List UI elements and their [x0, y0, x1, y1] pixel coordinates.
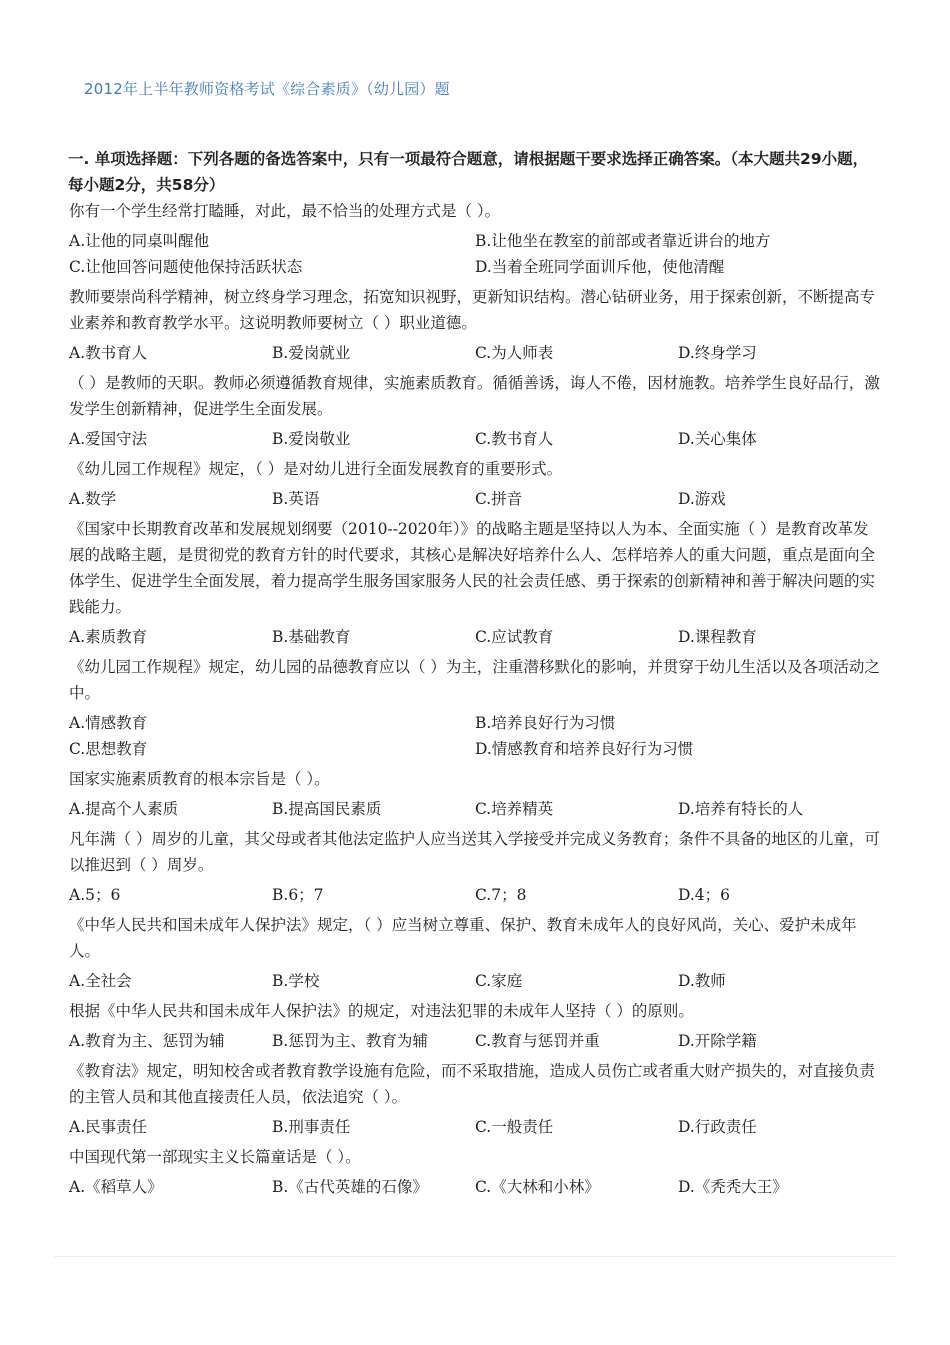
question-list — [0, 198, 950, 1204]
answer-option: A.爱国守法 — [69, 430, 148, 448]
question-stem: 根据《中华人民共和国未成年人保护法》的规定，对违法犯罪的未成年人坚持（ ）的原则。 — [69, 1002, 694, 1020]
answer-option: A.教育为主、惩罚为辅 — [69, 1032, 225, 1050]
question-stem: 你有一个学生经常打瞌睡，对此，最不恰当的处理方式是（ ）。 — [69, 202, 501, 220]
question-stem: 中国现代第一部现实主义长篇童话是（ ）。 — [69, 1148, 361, 1166]
answer-option: D.教师 — [678, 972, 726, 990]
question-number — [0, 826, 1, 852]
answer-options — [69, 1028, 881, 1054]
answer-option: D.当着全班同学面训斥他，使他清醒 — [475, 258, 725, 276]
question-item — [0, 284, 950, 366]
answer-option: C.思想教育 — [69, 740, 148, 758]
answer-option: D.4；6 — [678, 886, 731, 904]
question-item — [0, 198, 950, 280]
question-stem-row — [0, 456, 883, 482]
question-stem-row — [0, 766, 883, 792]
answer-option: A.提高个人素质 — [69, 800, 179, 818]
answer-option: B.提高国民素质 — [272, 800, 382, 818]
answer-option: A.数学 — [69, 490, 117, 508]
answer-option: B.基础教育 — [272, 628, 351, 646]
answer-option: B.英语 — [272, 490, 320, 508]
answer-option: C.应试教育 — [475, 628, 554, 646]
answer-option: D.开除学籍 — [678, 1032, 757, 1050]
answer-option: C.培养精英 — [475, 800, 554, 818]
answer-option: C.一般责任 — [475, 1118, 554, 1136]
answer-option: A.情感教育 — [69, 714, 148, 732]
answer-options — [69, 624, 881, 650]
question-item — [0, 998, 950, 1054]
answer-option: A.5；6 — [69, 886, 121, 904]
answer-option: C.教书育人 — [475, 430, 554, 448]
question-number — [0, 912, 1, 938]
question-stem-row — [0, 1144, 883, 1170]
answer-option: D.关心集体 — [678, 430, 757, 448]
question-stem: 国家实施素质教育的根本宗旨是（ ）。 — [69, 770, 330, 788]
question-number — [0, 1144, 1, 1170]
question-item — [0, 370, 950, 452]
answer-options — [69, 228, 881, 280]
question-number — [0, 766, 1, 792]
question-stem: 《幼儿园工作规程》规定，幼儿园的品德教育应以（ ）为主，注重潜移默化的影响，并贯穿于幼儿生活以及各项活动之中。 — [69, 658, 880, 702]
question-stem: 《教育法》规定，明知校舍或者教育教学设施有危险，而不采取措施，造成人员伤亡或者重大财产损失的，对直接负责的主管人员和其他直接责任人员，依法追究（ ）。 — [69, 1062, 876, 1106]
question-stem-row — [0, 198, 883, 224]
answer-option: B.爱岗就业 — [272, 344, 351, 362]
answer-option: C.拼音 — [475, 490, 523, 508]
question-number — [0, 284, 1, 310]
answer-option: A.教书育人 — [69, 344, 148, 362]
answer-option: C.让他回答问题使他保持活跃状态 — [69, 258, 303, 276]
answer-option: A.让他的同桌叫醒他 — [69, 232, 210, 250]
question-item — [0, 1144, 950, 1200]
question-stem: 教师要崇尚科学精神，树立终身学习理念，拓宽知识视野，更新知识结构。潜心钻研业务，用于探索创新，不断提高专业素养和教育教学水平。这说明教师要树立（ ）职业道德。 — [69, 288, 876, 332]
question-item — [0, 456, 950, 512]
question-item — [0, 516, 950, 650]
answer-options — [69, 1114, 881, 1140]
answer-option: B.6；7 — [272, 886, 324, 904]
answer-option: C.家庭 — [475, 972, 523, 990]
question-number — [0, 516, 1, 542]
answer-options — [69, 1174, 881, 1200]
question-item — [0, 766, 950, 822]
answer-options — [69, 796, 881, 822]
question-stem-row — [0, 826, 883, 878]
answer-options — [69, 486, 881, 512]
question-number — [0, 1058, 1, 1084]
section-heading: 一. 单项选择题：下列各题的备选答案中，只有一项最符合题意，请根据题干要求选择正确答案。（本大题共29小题，每小题2分，共58分） — [68, 150, 869, 194]
answer-option: B.让他坐在教室的前部或者靠近讲台的地方 — [475, 232, 771, 250]
question-number — [0, 456, 1, 482]
answer-option: C.教育与惩罚并重 — [475, 1032, 600, 1050]
answer-option: B.培养良好行为习惯 — [475, 714, 616, 732]
question-item — [0, 912, 950, 994]
question-item — [0, 826, 950, 908]
answer-option: B.爱岗敬业 — [272, 430, 351, 448]
question-stem: 《幼儿园工作规程》规定，（ ）是对幼儿进行全面发展教育的重要形式。 — [69, 460, 563, 478]
question-stem: 《国家中长期教育改革和发展规划纲要（2010--2020年）》的战略主题是坚持以人为本、全面实施（ ）是教育改革发展的战略主题，是贯彻党的教育方针的时代要求，其核心是解决好培养什么人、怎样培养人的重大问题，重点是面向全体学生、促进学生全面发展，着力提高学生服务国家服务人民的社会责任感、勇于探索的创新精神和善于解决问题的实践能力。 — [69, 520, 876, 616]
question-item — [0, 1058, 950, 1140]
question-number — [0, 198, 1, 224]
question-stem-row — [0, 370, 883, 422]
answer-option: D.游戏 — [678, 490, 726, 508]
answer-option: A.全社会 — [69, 972, 132, 990]
question-stem-row — [0, 516, 883, 620]
question-number — [0, 370, 1, 396]
answer-option: A.素质教育 — [69, 628, 148, 646]
answer-option: A.民事责任 — [69, 1118, 148, 1136]
answer-option: D.课程教育 — [678, 628, 757, 646]
answer-option: D.行政责任 — [678, 1118, 757, 1136]
answer-option: D.情感教育和培养良好行为习惯 — [475, 740, 694, 758]
question-stem-row — [0, 912, 883, 964]
question-stem-row — [0, 284, 883, 336]
answer-option: B.惩罚为主、教育为辅 — [272, 1032, 428, 1050]
answer-options — [69, 968, 881, 994]
answer-option: D.培养有特长的人 — [678, 800, 804, 818]
question-number — [0, 654, 1, 680]
question-item — [0, 654, 950, 762]
answer-option: A.《稻草人》 — [69, 1178, 163, 1196]
answer-option: B.刑事责任 — [272, 1118, 351, 1136]
answer-option: B.《古代英雄的石像》 — [272, 1178, 428, 1196]
answer-option: C.《大林和小林》 — [475, 1178, 600, 1196]
question-stem-row — [0, 654, 883, 706]
question-stem: 凡年满（ ）周岁的儿童，其父母或者其他法定监护人应当送其入学接受并完成义务教育；条件不具备的地区的儿童，可以推迟到（ ）周岁。 — [69, 830, 880, 874]
answer-options — [69, 882, 881, 908]
answer-option: C.为人师表 — [475, 344, 554, 362]
question-stem: 《中华人民共和国未成年人保护法》规定，（ ）应当树立尊重、保护、教育未成年人的良好风尚，关心、爱护未成年人。 — [69, 916, 857, 960]
answer-options — [69, 710, 881, 762]
answer-options — [69, 340, 881, 366]
footer-divider — [54, 1256, 896, 1257]
answer-option: D.终身学习 — [678, 344, 757, 362]
document-title: 2012年上半年教师资格考试《综合素质》（幼儿园）题 — [84, 80, 450, 98]
question-stem-row — [0, 998, 883, 1024]
answer-option: C.7；8 — [475, 886, 527, 904]
question-stem: （ ）是教师的天职。教师必须遵循教育规律，实施素质教育。循循善诱，诲人不倦，因材施教。培养学生良好品行，激发学生创新精神，促进学生全面发展。 — [69, 374, 880, 418]
question-stem-row — [0, 1058, 883, 1110]
answer-option: D.《秃秃大王》 — [678, 1178, 788, 1196]
answer-option: B.学校 — [272, 972, 320, 990]
answer-options — [69, 426, 881, 452]
question-number — [0, 998, 1, 1024]
